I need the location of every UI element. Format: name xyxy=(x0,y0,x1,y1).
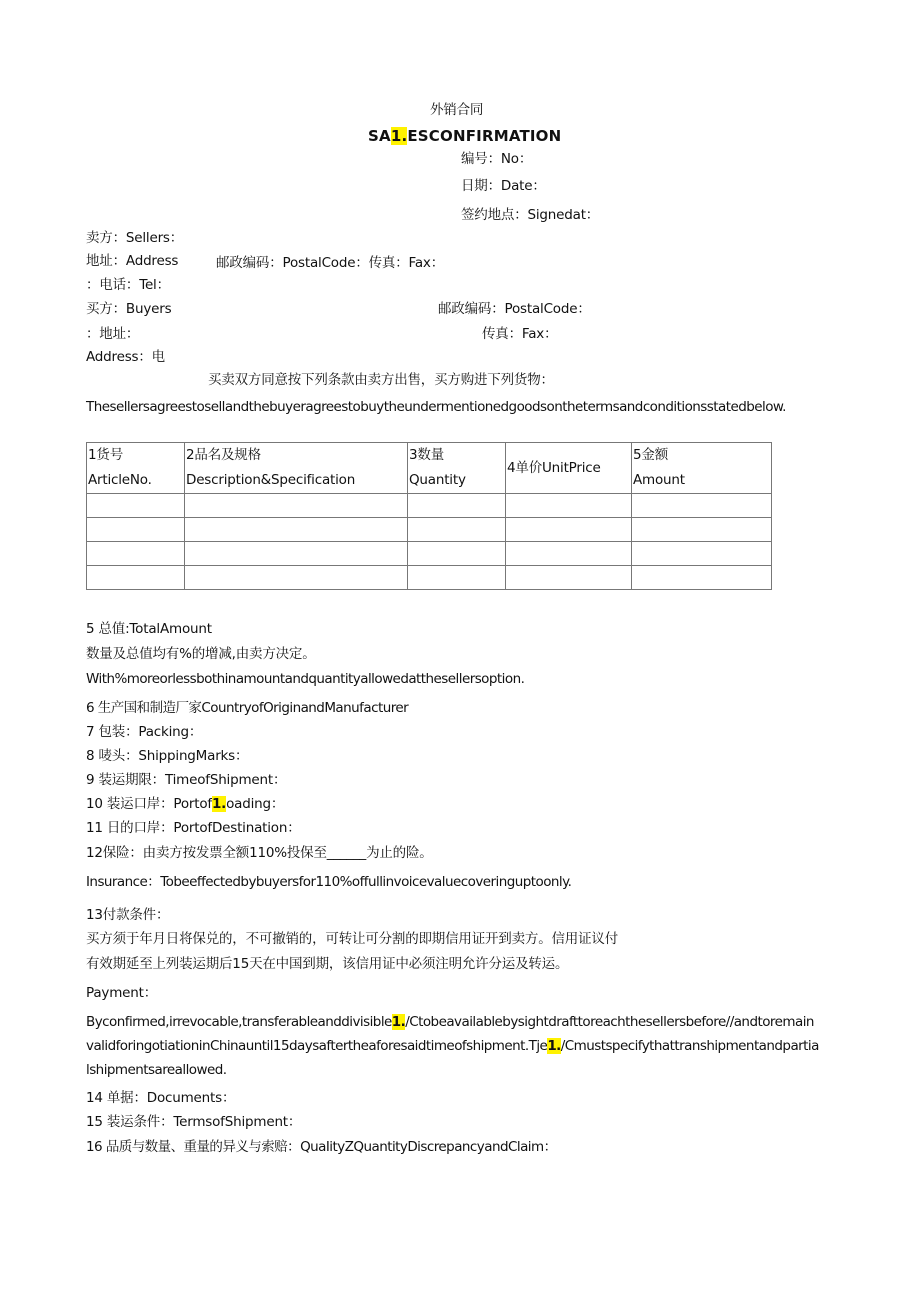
buyers-postal-code: 邮政编码：PostalCode： xyxy=(438,301,591,317)
highlight-mark: 1. xyxy=(391,1014,406,1030)
buyers-label: 买方：Buyers xyxy=(86,301,172,317)
header-description: 2品名及规格 Description&Specification xyxy=(185,443,408,494)
highlight-mark: 1. xyxy=(547,1038,561,1054)
table-header-row xyxy=(87,443,772,494)
header-unit-price: 4单价UnitPrice xyxy=(506,443,632,494)
table-cell[interactable] xyxy=(632,518,772,542)
table-cell[interactable] xyxy=(506,494,632,518)
payment-label: Payment： xyxy=(86,985,158,1001)
clause-12-insurance-cn: 12保险：由卖方按发票全额110%投保至______为止的险。 xyxy=(86,845,433,861)
clause-5-total-amount: 5 总值:TotalAmount xyxy=(86,621,212,637)
buyers-fax: 传真：Fax： xyxy=(482,326,558,342)
table-cell[interactable] xyxy=(185,542,408,566)
clause-6-origin: 6 生产国和制造厂家CountryofOriginandManufacturer xyxy=(86,700,409,716)
title-cn: 外销合同 xyxy=(430,102,484,118)
highlight-mark: 1. xyxy=(390,127,408,145)
table-cell[interactable] xyxy=(87,566,185,590)
clause-15-terms-of-shipment: 15 装运条件：TermsofShipment： xyxy=(86,1114,302,1130)
clause-10-port-of-loading: 10 装运口岸：Portof1.oading： xyxy=(86,796,285,812)
table-cell[interactable] xyxy=(408,494,506,518)
tel-label: ：电话：Tel： xyxy=(86,277,170,293)
sellers-label: 卖方：Sellers： xyxy=(86,230,184,246)
table-cell[interactable] xyxy=(506,542,632,566)
clause-13-cn-line2: 有效期延至上列装运期后15天在中国到期，该信用证中必须注明允许分运及转运。 xyxy=(86,956,569,972)
address-tel-label: Address：电 xyxy=(86,349,165,365)
clause-12-insurance-en: Insurance：Tobeeffectedbybuyersfor110%offullinvoicevaluecoveringuptoonly. xyxy=(86,874,572,890)
table-row xyxy=(87,542,772,566)
highlight-mark: 1. xyxy=(211,796,227,812)
table-cell[interactable] xyxy=(408,566,506,590)
table-cell[interactable] xyxy=(87,542,185,566)
clause-5-cn: 数量及总值均有%的增减,由卖方决定。 xyxy=(86,646,316,662)
postal-fax-line: 邮政编码：PostalCode：传真：Fax： xyxy=(216,255,445,271)
header-quantity: 3数量 Quantity xyxy=(408,443,506,494)
clause-11-port-of-destination: 11 日的口岸：PortofDestination： xyxy=(86,820,301,836)
title-en: SA1.ESCONFIRMATION xyxy=(368,127,562,145)
clause-5-en: With%moreorlessbothinamountandquantityallowedatthesellersoption. xyxy=(86,671,525,687)
signed-at: 签约地点：Signedat： xyxy=(461,207,600,223)
table-cell[interactable] xyxy=(506,518,632,542)
payment-en-line2: validforingotiationinChinauntil15daysaftertheaforesaidtimeofshipment.Tje1./Cmustspecifythattranshipmentandpartia xyxy=(86,1038,819,1054)
buyers-address-label: ：地址： xyxy=(86,326,140,342)
table-cell[interactable] xyxy=(87,494,185,518)
payment-en-line3: lshipmentsareallowed. xyxy=(86,1062,227,1078)
table-cell[interactable] xyxy=(185,494,408,518)
table-cell[interactable] xyxy=(185,518,408,542)
contract-date: 日期：Date： xyxy=(461,178,546,194)
header-amount: 5金额 Amount xyxy=(632,443,772,494)
clause-7-packing: 7 包装：Packing： xyxy=(86,724,203,740)
clause-13-cn-line1: 买方须于年月日将保兑的，不可撤销的，可转让可分割的即期信用证开到卖方。信用证议付 xyxy=(86,931,618,947)
table-cell[interactable] xyxy=(408,542,506,566)
table-cell[interactable] xyxy=(632,542,772,566)
table-cell[interactable] xyxy=(506,566,632,590)
address-label: 地址：Address xyxy=(86,253,179,269)
table-cell[interactable] xyxy=(408,518,506,542)
payment-en-line1: Byconfirmed,irrevocable,transferableanddivisible1./Ctobeavailablebysightdrafttoreachthesellersbefore//andtoremain xyxy=(86,1014,814,1030)
header-article-no: 1货号 ArticleNo. xyxy=(87,443,185,494)
agreement-cn: 买卖双方同意按下列条款由卖方出售，买方购进下列货物： xyxy=(208,372,554,388)
clause-14-documents: 14 单据：Documents： xyxy=(86,1090,236,1106)
clause-9-time-of-shipment: 9 装运期限：TimeofShipment： xyxy=(86,772,287,788)
table-cell[interactable] xyxy=(185,566,408,590)
table-row xyxy=(87,494,772,518)
table-row xyxy=(87,566,772,590)
table-cell[interactable] xyxy=(87,518,185,542)
table-cell[interactable] xyxy=(632,494,772,518)
contract-no: 编号：No： xyxy=(461,151,533,167)
agreement-en: Thesellersagreestosellandthebuyeragreestobuytheundermentionedgoodsonthetermsandconditionsstatedbelow. xyxy=(86,399,786,415)
table-row xyxy=(87,518,772,542)
goods-table xyxy=(86,442,772,590)
clause-8-shipping-marks: 8 唛头：ShippingMarks： xyxy=(86,748,249,764)
clause-16-quality-claim: 16 品质与数量、重量的异义与索赔：QuaIityZQuantityDiscrepancyandClaim： xyxy=(86,1139,557,1155)
table-cell[interactable] xyxy=(632,566,772,590)
clause-13-payment-terms: 13付款条件： xyxy=(86,907,170,923)
